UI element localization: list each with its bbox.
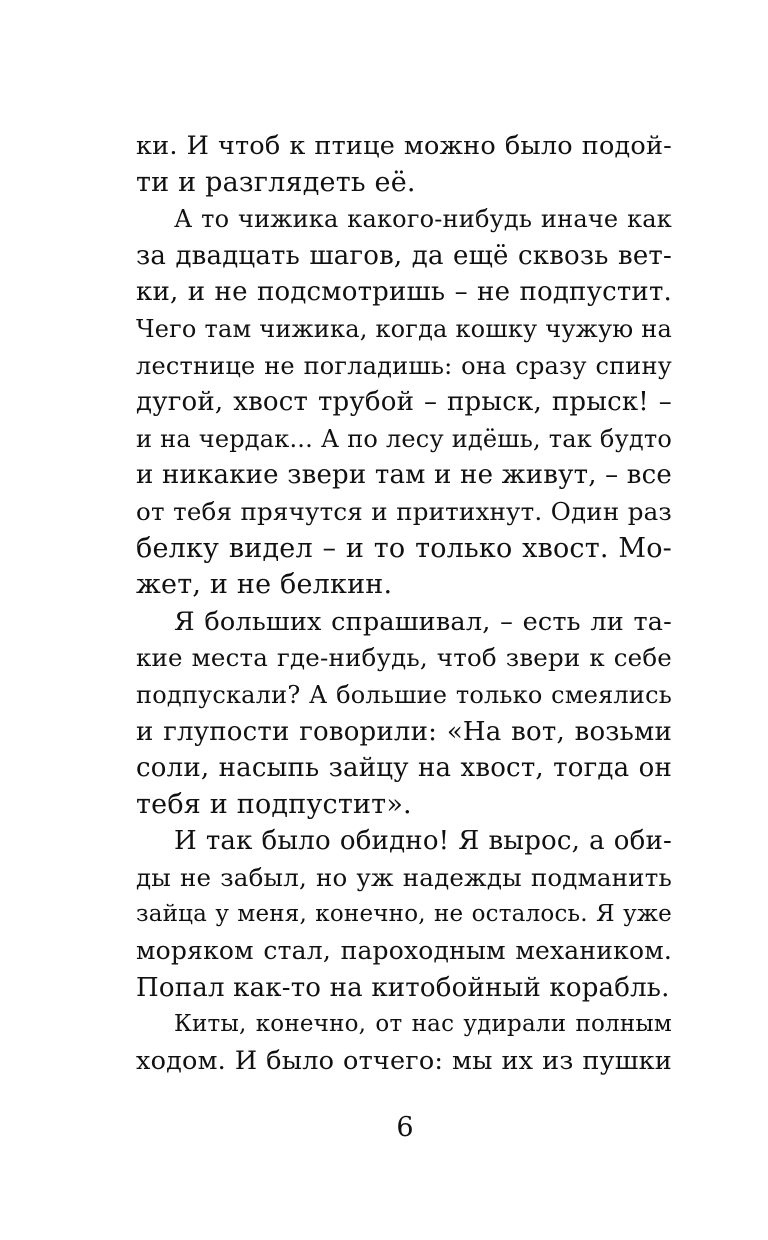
text-line: Я больших спрашивал, – есть ли та-: [174, 606, 672, 637]
text-line: ды не забыл, но уж надежды подманить: [136, 862, 672, 892]
text-line: кие места где-нибудь, чтоб звери к себе: [136, 643, 672, 673]
text-line: белку видел – и то только хвост. Мо-: [136, 532, 672, 564]
text-line: моряком стал, пароходным механиком.: [136, 936, 672, 966]
text-line: ки, и не подсмотришь – не подпустит.: [136, 277, 672, 308]
text-line: ходом. И было отчего: мы их из пушки: [136, 1045, 672, 1076]
text-line: и на чердак... А по лесу идёшь, так будто: [136, 424, 672, 453]
text-line: и глупости говорили: «На вот, возьми: [136, 716, 672, 747]
text-line: и никакие звери там и не живут, – все: [136, 460, 672, 491]
text-line: от тебя прячутся и притихнут. Один раз: [136, 496, 672, 526]
text-line: подпускали? А большие только смеялись: [136, 680, 672, 709]
text-line: тебя и подпустит».: [136, 788, 412, 820]
text-line: жет, и не белкин.: [136, 569, 393, 601]
text-line: ти и разглядеть её.: [136, 166, 416, 198]
text-line: зайца у меня, конечно, не осталось. Я уже: [136, 901, 672, 928]
text-line: соли, насыпь зайцу на хвост, тогда он: [136, 753, 672, 784]
text-line: Попал как-то на китобойный корабль.: [136, 972, 670, 1003]
text-line: ки. И чтоб к птице можно было подой-: [136, 131, 672, 161]
text-line: Чего там чижика, когда кошку чужую на: [136, 314, 672, 343]
body-text: [136, 128, 672, 1079]
text-line: А то чижика какого-нибудь иначе как: [174, 205, 672, 234]
text-line: дугой, хвост трубой – прыск, прыск! –: [136, 387, 672, 418]
text-line: Киты, конечно, от нас удирали полным: [174, 1011, 672, 1038]
text-line: за двадцать шагов, да ещё сквозь вет-: [136, 240, 672, 271]
text-line: И так было обидно! Я вырос, а оби-: [174, 826, 672, 857]
page-number: 6: [396, 1112, 414, 1143]
text-line: лестнице не погладишь: она сразу спину: [136, 351, 672, 380]
